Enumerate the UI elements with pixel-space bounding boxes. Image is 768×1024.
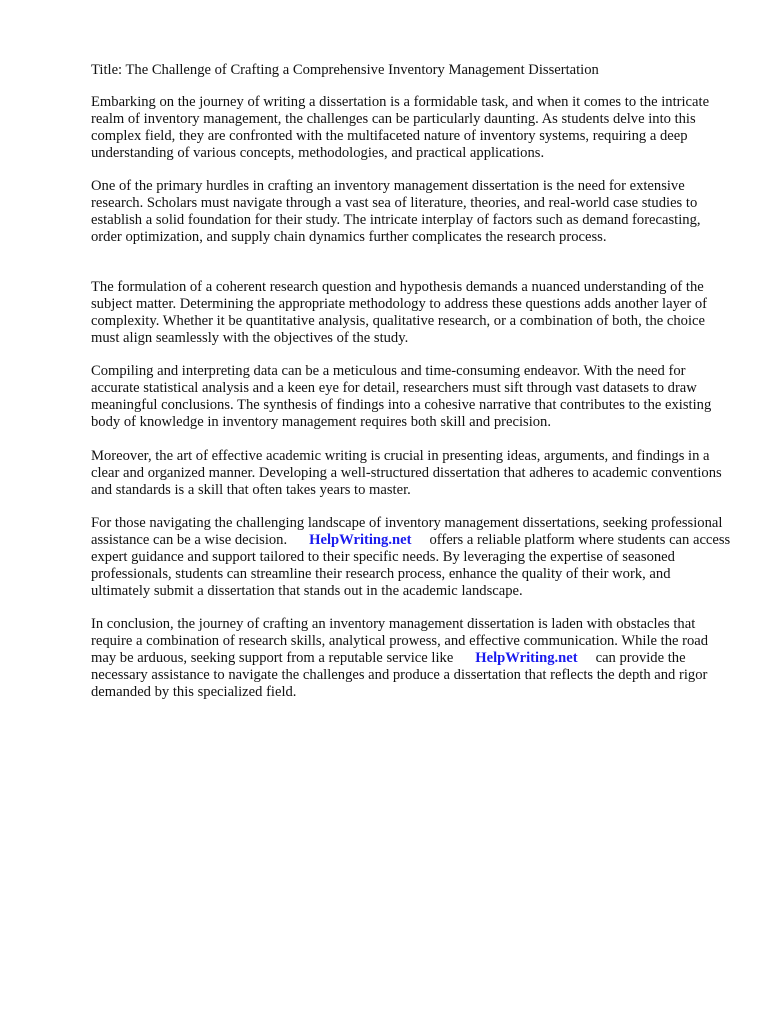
paragraph-methodology: The formulation of a coherent research question and hypothesis demands a nuanced understanding of the subject matter. Determining the appropriate methodology to address these questions adds another layer of complexity. Whether it be quantitative analysis, qualitative research, or a combination of both, the choice must align seamlessly with the objectives of the study. bbox=[91, 279, 708, 346]
helpwriting-link-conclusion[interactable]: HelpWriting.net bbox=[475, 650, 578, 666]
paragraph-assistance-text-before: For those navigating the challenging landscape of inventory management dissertations, seeking professional assistance can be a wise decision. bbox=[91, 515, 723, 548]
paragraph-intro: Embarking on the journey of writing a dissertation is a formidable task, and when it comes to the intricate realm of inventory management, the challenges can be particularly daunting. As students delve into this complex field, they are confronted with the multifaceted nature of inventory systems, requiring a deep understanding of various concepts, methodologies, and practical applications. bbox=[91, 94, 710, 161]
paragraph-writing: Moreover, the art of effective academic writing is crucial in presenting ideas, arguments, and findings in a clear and organized manner. Developing a well-structured dissertation that adheres to academic conventions and standards is a skill that often takes years to master. bbox=[91, 448, 722, 498]
helpwriting-link[interactable]: HelpWriting.net bbox=[309, 532, 412, 548]
paragraph-conclusion bbox=[91, 616, 731, 701]
paragraph-data: Compiling and interpreting data can be a meticulous and time-consuming endeavor. With the need for accurate statistical analysis and a keen eye for detail, researchers must sift through vast datasets to draw meaningful conclusions. The synthesis of findings into a cohesive narrative that contributes to the existing body of knowledge in inventory management requires both skill and precision. bbox=[91, 363, 712, 430]
paragraph-conclusion-text-after: can provide the necessary assistance to navigate the challenges and produce a dissertation that reflects the depth and rigor demanded by this specialized field. bbox=[91, 650, 708, 700]
paragraph-assistance-text-after: offers a reliable platform where students can access expert guidance and support tailored to their specific needs. By leveraging the expertise of seasoned professionals, students can streamline their research process, enhance the quality of their work, and ultimately submit a dissertation that stands out in the academic landscape. bbox=[91, 532, 731, 599]
document-title: Title: The Challenge of Crafting a Comprehensive Inventory Management Dissertation bbox=[91, 62, 599, 78]
paragraph-research: One of the primary hurdles in crafting an inventory management dissertation is the need for extensive research. Scholars must navigate through a vast sea of literature, theories, and real-world case studies to establish a solid foundation for their study. The intricate interplay of factors such as demand forecasting, order optimization, and supply chain dynamics further complicates the research process. bbox=[91, 178, 701, 245]
paragraph-conclusion-text-before: In conclusion, the journey of crafting an inventory management dissertation is laden with obstacles that require a combination of research skills, analytical prowess, and effective communication. While the road may be arduous, seeking support from a reputable service like bbox=[91, 616, 709, 666]
paragraph-assistance bbox=[91, 515, 731, 600]
